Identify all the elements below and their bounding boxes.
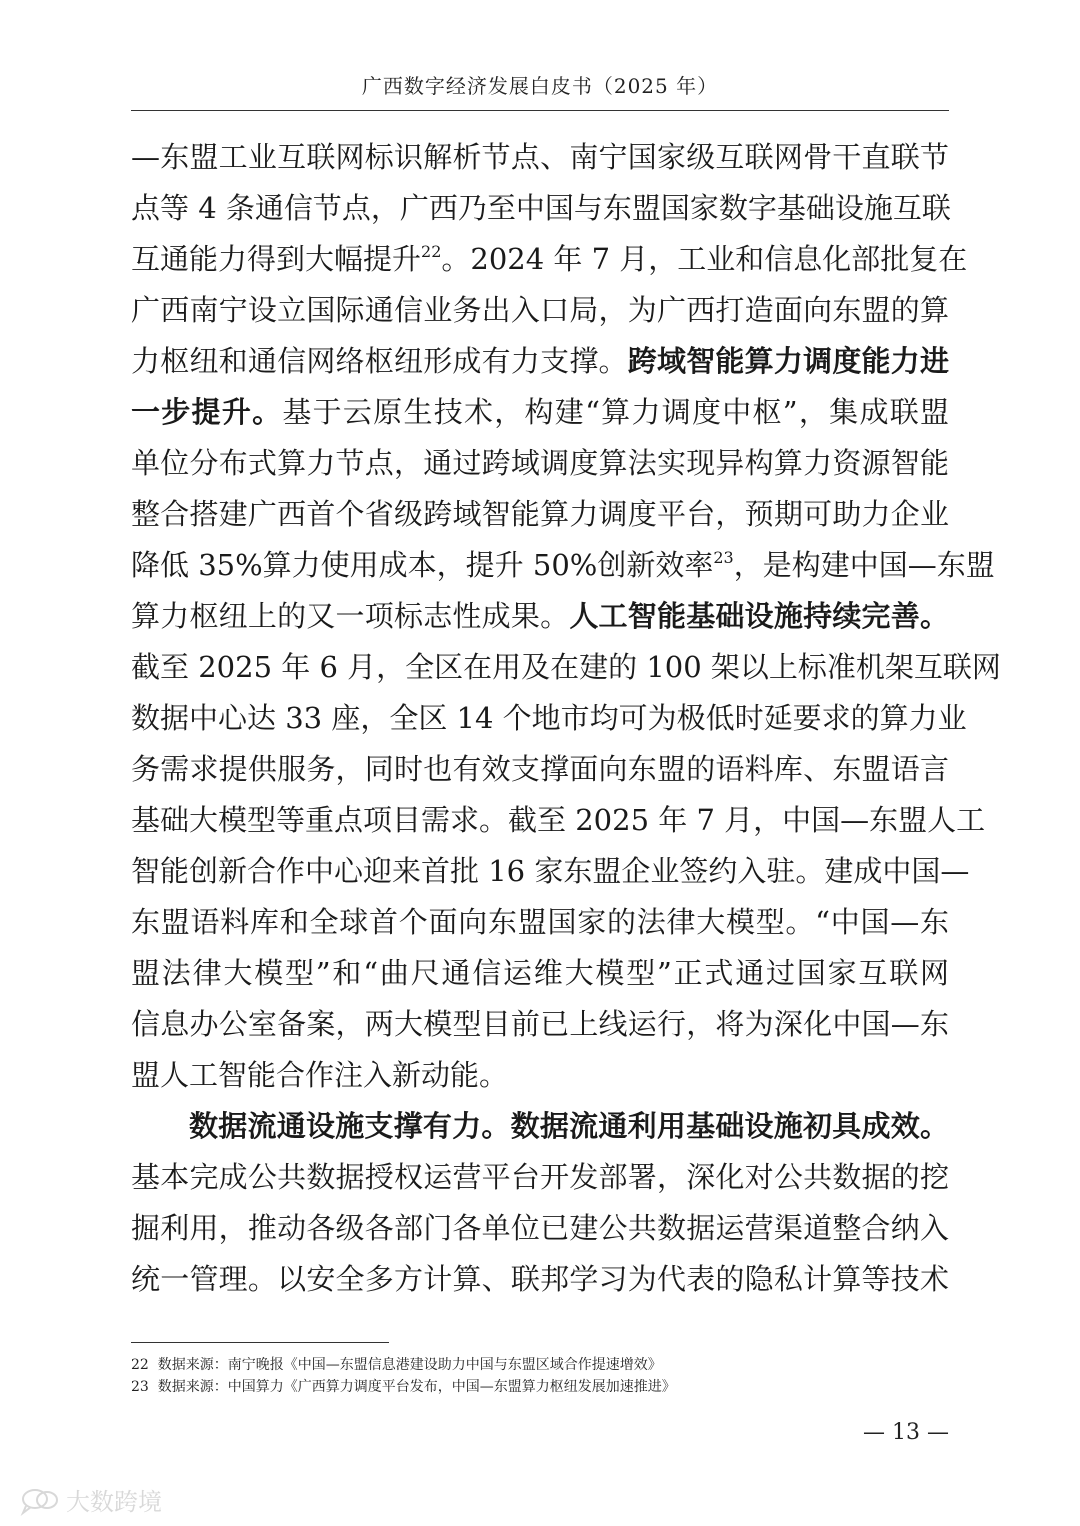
section-heading (131, 1101, 949, 1152)
text-line (131, 336, 949, 387)
text-segment: 统一管理。以安全多方计算、联邦学习为代表的隐私计算等技术 (131, 1262, 949, 1296)
footnote-number: 22 (131, 1357, 149, 1373)
bold-heading: 跨域智能算力调度能力进 (627, 344, 949, 378)
text-segment: 务需求提供服务，同时也有效支撑面向东盟的语料库、东盟语言 (131, 752, 949, 786)
text-line (131, 591, 949, 642)
text-line (131, 642, 1001, 693)
chat-bubble-icon (20, 1485, 60, 1515)
text-segment: 降低 35%算力使用成本，提升 50%创新效率 (131, 548, 714, 582)
text-segment: 数据中心达 33 座，全区 14 个地市均可为极低时延要求的算力业 (131, 701, 967, 735)
bold-heading: 一步提升。 (131, 395, 283, 429)
text-segment: 东盟语料库和全球首个面向东盟国家的法律大模型。“中国—东 (131, 905, 949, 939)
text-segment: 基本完成公共数据授权运营平台开发部署，深化对公共数据的挖 (131, 1160, 949, 1194)
watermark-text: 大数跨境 (66, 1488, 162, 1516)
text-line (131, 489, 949, 540)
text-line (131, 438, 949, 489)
footnotes (131, 1354, 949, 1398)
text-segment: 单位分布式算力节点，通过跨域调度算法实现异构算力资源智能 (131, 446, 949, 480)
bold-heading: 数据流通设施支撑有力。数据流通利用基础设施初具成效。 (189, 1109, 949, 1143)
text-line (131, 897, 949, 948)
text-segment: 信息办公室备案，两大模型目前已上线运行，将为深化中国—东 (131, 1007, 949, 1041)
text-segment: 点等 4 条通信节点，广西乃至中国与东盟国家数字基础设施互联 (131, 191, 951, 225)
watermark (20, 1482, 162, 1517)
text-segment: 算力枢纽上的又一项标志性成果。 (131, 599, 570, 633)
text-segment: 掘利用，推动各级各部门各单位已建公共数据运营渠道整合纳入 (131, 1211, 949, 1245)
page-number: — 13 — (863, 1420, 949, 1445)
text-line (131, 132, 949, 183)
text-segment: —东盟工业互联网标识解析节点、南宁国家级互联网骨干直联节 (131, 140, 949, 174)
footnote-number: 23 (131, 1379, 149, 1395)
text-line (131, 1152, 949, 1203)
text-segment: 互通能力得到大幅提升 (131, 242, 422, 276)
text-line (131, 795, 986, 846)
text-segment: 基于云原生技术，构建“算力调度中枢”，集成联盟 (282, 395, 949, 429)
running-header: 广西数字经济发展白皮书（2025 年） (361, 74, 719, 98)
footnote-item (131, 1376, 949, 1398)
text-segment: 盟人工智能合作注入新动能。 (131, 1058, 509, 1092)
footnote-item (131, 1354, 949, 1376)
text-segment: 盟法律大模型”和“曲尺通信运维大模型”正式通过国家互联网 (131, 956, 949, 990)
text-segment: 基础大模型等重点项目需求。截至 2025 年 7 月，中国—东盟人工 (131, 803, 986, 837)
footnote-text: 数据来源：中国算力《广西算力调度平台发布，中国—东盟算力枢纽发展加速推进》 (157, 1379, 676, 1395)
text-line (131, 846, 970, 897)
bold-heading: 人工智能基础设施持续完善。 (569, 599, 949, 633)
text-line (131, 693, 967, 744)
text-segment: 截至 2025 年 6 月，全区在用及在建的 100 架以上标准机架互联网 (131, 650, 1001, 684)
text-segment: 。2024 年 7 月，工业和信息化部批复在 (441, 242, 968, 276)
header-divider (131, 110, 949, 111)
footnote-divider (131, 1342, 389, 1343)
text-line (131, 540, 995, 591)
body-text (131, 132, 1001, 1305)
text-line (131, 999, 949, 1050)
text-line (131, 744, 949, 795)
text-segment: ，是构建中国—东盟 (733, 548, 995, 582)
footnote-ref[interactable]: 23 (713, 548, 734, 567)
text-line (131, 948, 949, 999)
text-line (131, 1254, 949, 1305)
text-line (131, 1050, 949, 1101)
footnote-ref[interactable]: 22 (421, 242, 442, 261)
text-segment: 广西南宁设立国际通信业务出入口局，为广西打造面向东盟的算 (131, 293, 949, 327)
text-segment: 整合搭建广西首个省级跨域智能算力调度平台，预期可助力企业 (131, 497, 949, 531)
footnote-text: 数据来源：南宁晚报《中国—东盟信息港建设助力中国与东盟区域合作提速增效》 (157, 1357, 662, 1373)
text-line (131, 285, 949, 336)
text-segment: 力枢纽和通信网络枢纽形成有力支撑。 (131, 344, 628, 378)
text-line (131, 183, 949, 234)
text-line (131, 234, 968, 285)
text-line (131, 387, 949, 438)
text-segment: 智能创新合作中心迎来首批 16 家东盟企业签约入驻。建成中国— (131, 854, 970, 888)
text-line (131, 1203, 949, 1254)
